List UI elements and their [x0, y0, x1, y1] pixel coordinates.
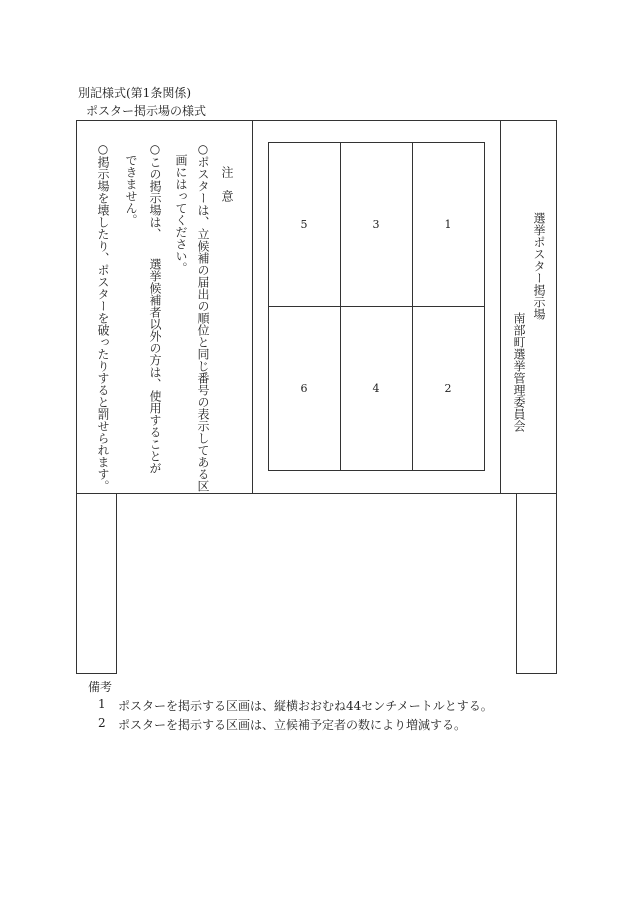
poster-slot-number: 5 — [300, 218, 308, 231]
form-title: ポスター掲示場の様式 — [86, 104, 207, 118]
poster-slot-number: 3 — [372, 218, 380, 231]
poster-slot-number: 2 — [444, 382, 452, 395]
remark-number: 2 — [98, 716, 106, 730]
remarks-heading: 備考 — [88, 680, 113, 694]
poster-slot-number: 4 — [372, 382, 380, 395]
poster-slot-number: 1 — [444, 218, 452, 231]
board-title: 選挙ポスター掲示場 — [532, 212, 546, 320]
notice-heading: 注 意 — [220, 166, 234, 202]
notice-line-4: できません。 — [124, 154, 138, 226]
remark-text: ポスターを掲示する区画は、縦横おおむね44センチメートルとする。 — [118, 699, 493, 713]
notice-line-5: ○掲示場を壊したり、ポスターを破ったりすると罰せられます。 — [96, 142, 110, 492]
poster-slot-number: 6 — [300, 382, 308, 395]
remark-text: ポスターを掲示する区画は、立候補予定者の数により増減する。 — [118, 718, 467, 732]
form-label: 別記様式(第1条関係) — [78, 86, 191, 100]
notice-line-3: ○この掲示場は、 選挙候補者以外の方は、使用することが — [148, 142, 162, 474]
board-issuer: 南部町選挙管理委員会 — [512, 312, 526, 432]
notice-line-2: 画にはってください。 — [174, 154, 188, 274]
remark-number: 1 — [98, 697, 106, 711]
notice-line-1: ○ポスターは、立候補の届出の順位と同じ番号の表示してある区 — [196, 142, 210, 492]
